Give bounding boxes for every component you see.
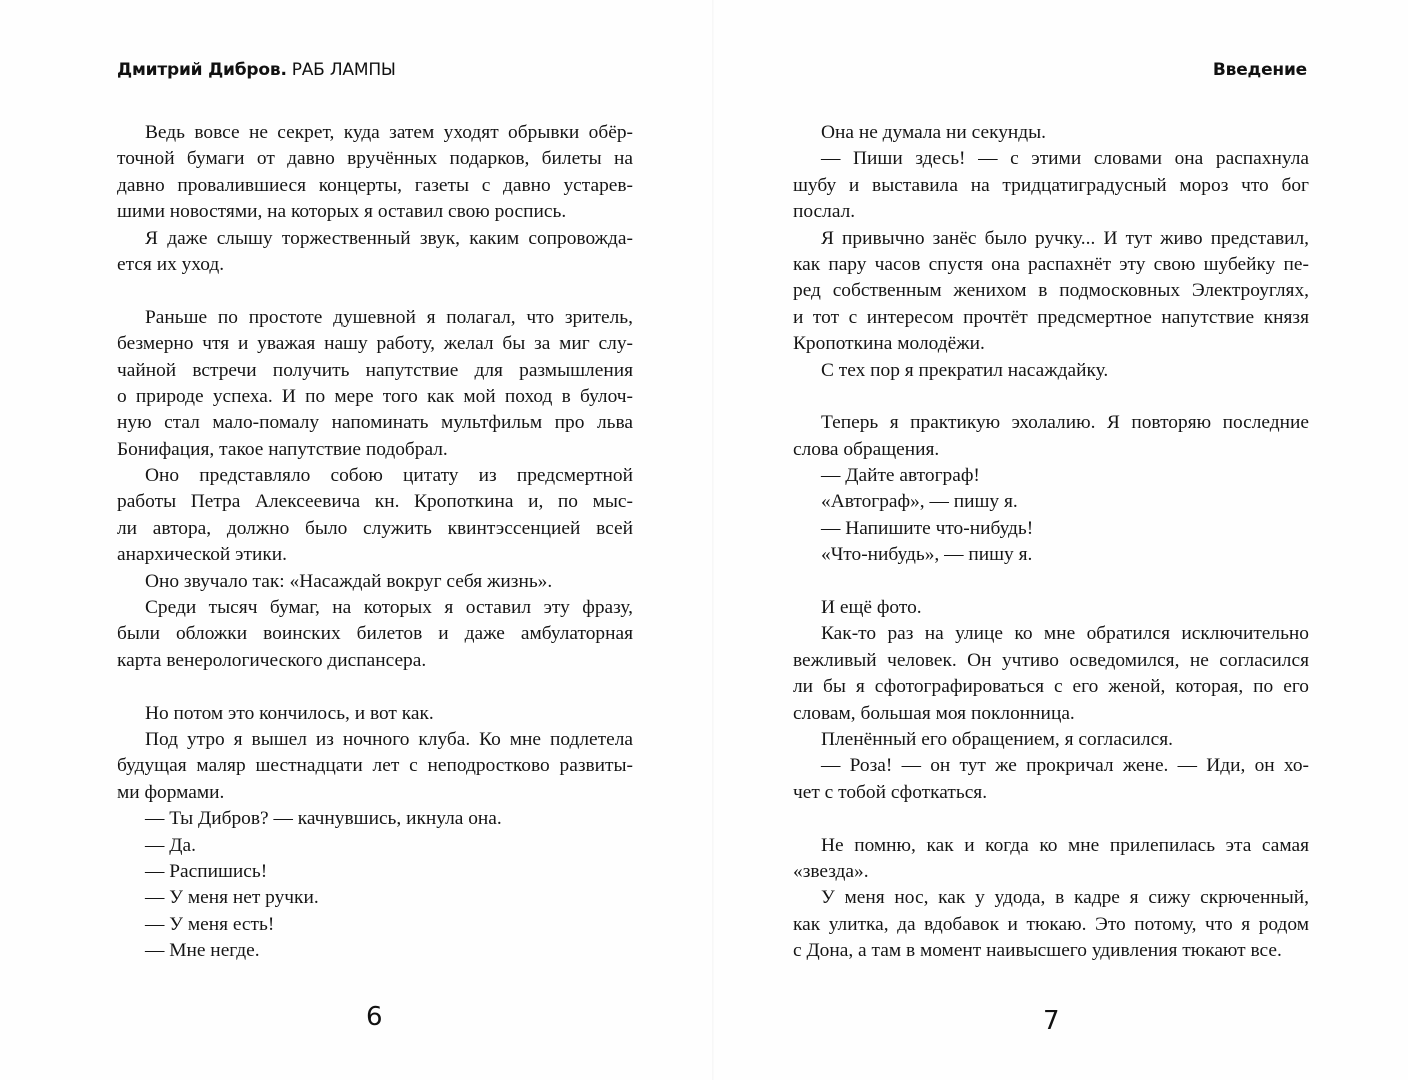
text-line: были обложки воинских билетов и даже амбулаторная (117, 623, 633, 645)
text-line: Бонифация, такое напутствие подобрал. (117, 438, 448, 460)
running-head-right: Введение (1212, 60, 1307, 80)
text-line: У меня нос, как у удода, в кадре я сижу скрюченный, (821, 887, 1309, 909)
text-line: давно провалившиеся концерты, газеты с давно устарев- (117, 174, 633, 196)
paragraph-gap (793, 384, 1309, 410)
text-line: и тот с интересом прочтёт предсмертное напутствие князя (793, 306, 1309, 328)
paragraph-gap (117, 674, 633, 700)
left-page-body-text (117, 120, 633, 965)
text-line: послал. (793, 201, 856, 223)
text-line: анархической этики. (117, 544, 287, 566)
text-line: Оно звучало так: «Насаждай вокруг себя жизнь». (145, 570, 553, 592)
text-line: карта венерологического диспансера. (117, 649, 427, 671)
paragraph-gap (793, 569, 1309, 595)
text-line: — Мне негде. (145, 940, 260, 962)
text-line: Как-то раз на улице ко мне обратился исключительно (821, 623, 1309, 645)
text-line: Пленённый его обращением, я согласился. (821, 728, 1173, 750)
text-line: точной бумаги от давно вручённых подарков, билеты на (117, 148, 633, 170)
paragraph-gap (793, 806, 1309, 832)
right-page (714, 0, 1408, 1080)
text-line: — У меня нет ручки. (145, 887, 319, 909)
text-line: — Роза! — он тут же прокричал жене. — Иди, он хо- (821, 755, 1309, 777)
text-line: ется их уход. (117, 253, 225, 275)
text-line: ную стал мало-помалу напоминать мультфильм про льва (117, 412, 633, 434)
text-line: шубу и выставила на тридцатиградусный мороз что бог (793, 174, 1309, 196)
text-line: И ещё фото. (821, 597, 922, 619)
text-line: работы Петра Алексеевича кн. Кропоткина и, по мыс- (117, 491, 633, 513)
text-line: Под утро я вышел из ночного клуба. Ко мне подлетела (145, 728, 633, 750)
text-line: Я привычно занёс было ручку... И тут живо представил, (821, 227, 1309, 249)
text-line: чайной встречи получить напутствие для размышления (117, 359, 633, 381)
text-line: — Да. (145, 834, 196, 856)
text-line: Ведь вовсе не секрет, куда затем уходят обрывки обёр- (145, 122, 633, 143)
running-head-author: Дмитрий Дибров. (117, 60, 287, 80)
text-line: «звезда». (793, 860, 869, 882)
text-line: «Автограф», — пишу я. (821, 491, 1018, 513)
text-line: С тех пор я прекратил насаждайку. (821, 359, 1109, 381)
text-line: — У меня есть! (145, 913, 275, 935)
text-line: слова обращения. (793, 438, 940, 460)
text-line: Она не думала ни секунды. (821, 122, 1047, 143)
text-line: ми формами. (117, 781, 225, 803)
text-line: Не помню, как и когда ко мне прилепилась эта самая (821, 834, 1309, 856)
text-line: ли автора, должно было служить квинтэссенцией всей (117, 517, 633, 539)
paragraph-gap (117, 278, 633, 304)
text-line: шими новостями, на которых я оставил свою роспись. (117, 201, 567, 223)
text-line: с Дона, а там в момент наивысшего удивления тюкают все. (793, 940, 1282, 962)
running-head-left (117, 60, 396, 80)
running-head-book-title: РАБ ЛАМПЫ (291, 60, 396, 80)
text-line: безмерно чтя и уважая нашу работу, желал бы за миг слу- (117, 333, 633, 355)
text-line: — Дайте автограф! (821, 465, 980, 487)
text-line: о природе успеха. И по мере того как мой поход в булоч- (117, 385, 633, 407)
text-line: ли бы я сфотографироваться с его женой, которая, по его (793, 676, 1309, 698)
page-number-right: 7 (1043, 1006, 1060, 1036)
text-line: Кропоткина молодёжи. (793, 333, 985, 355)
text-line: Раньше по простоте душевной я полагал, что зритель, (145, 306, 633, 328)
text-line: Я даже слышу торжественный звук, каким сопровожда- (145, 227, 633, 249)
text-line: будущая маляр шестнадцати лет с неподростково развиты- (117, 755, 633, 777)
text-line: как пару часов спустя она распахнёт эту свою шубейку пе- (793, 253, 1309, 275)
text-line: Но потом это кончилось, и вот как. (145, 702, 434, 724)
text-line: — Распишись! (145, 860, 268, 882)
text-line: как улитка, да вдобавок и тюкаю. Это потому, что я родом (793, 913, 1309, 935)
text-line: Оно представляло собою цитату из предсмертной (145, 465, 633, 487)
right-page-body-text (793, 120, 1309, 965)
text-line: Теперь я практикую эхолалию. Я повторяю последние (821, 412, 1309, 434)
text-line: Среди тысяч бумаг, на которых я оставил эту фразу, (145, 597, 633, 619)
text-line: чет с тобой сфоткаться. (793, 781, 988, 803)
text-line: ред собственным женихом в подмосковных Электроуглях, (793, 280, 1309, 302)
page-number-left: 6 (366, 1002, 383, 1032)
text-line: словам, большая моя поклонница. (793, 702, 1075, 724)
text-line: вежливый человек. Он учтиво осведомился, не согласился (793, 649, 1309, 671)
text-line: — Пиши здесь! — с этими словами она распахнула (821, 148, 1309, 170)
text-line: — Ты Дибров? — качнувшись, икнула она. (145, 808, 502, 830)
text-line: — Напишите что-нибудь! (821, 517, 1034, 539)
text-line: «Что-нибудь», — пишу я. (821, 544, 1033, 566)
